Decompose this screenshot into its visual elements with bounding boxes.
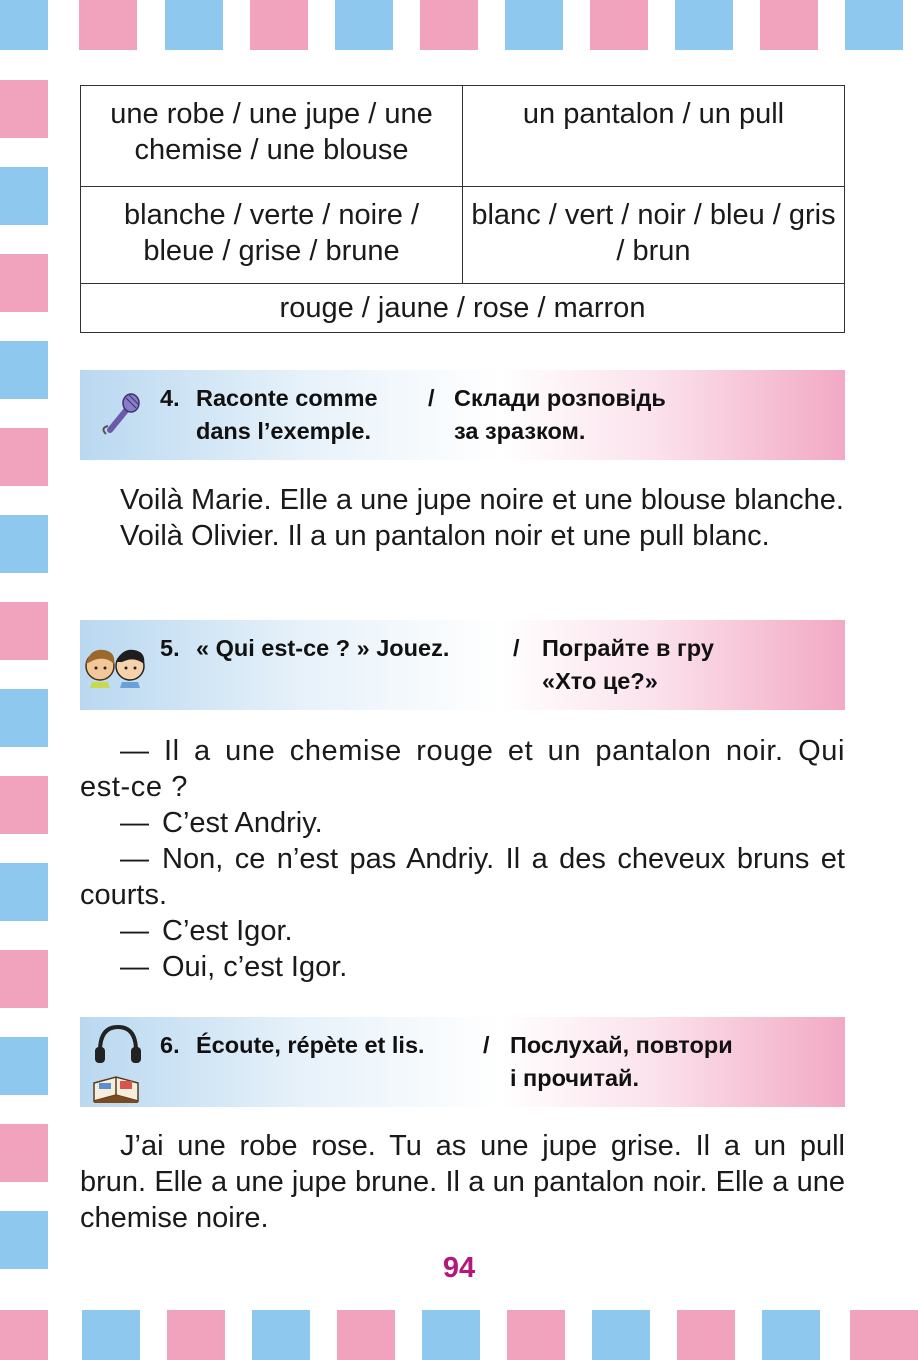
border-square <box>845 0 903 50</box>
dialogue-text: Oui, c’est Igor. <box>162 951 348 983</box>
title-separator: / <box>513 635 520 661</box>
border-square <box>0 254 48 312</box>
border-square <box>0 1037 48 1095</box>
exercise-number: 6. <box>160 1032 180 1058</box>
exercise-title-fr <box>196 382 378 448</box>
border-square <box>337 1310 395 1360</box>
dialogue-line <box>80 841 845 913</box>
border-square <box>850 1310 918 1360</box>
table-cell: blanc / vert / noir / bleu / gris / brun <box>463 187 845 284</box>
dialogue-line <box>80 805 845 841</box>
border-square <box>0 515 48 573</box>
border-square <box>592 1310 650 1360</box>
table-cell: un pantalon / un pull <box>463 86 845 187</box>
exercise-title-fr: « Qui est-ce ? » Jouez. <box>196 635 450 661</box>
dialogue-line: — Il a une chemise rouge et un pantalon noir. Qui est-ce ? <box>80 735 845 803</box>
border-square <box>762 1310 820 1360</box>
table-cell: rouge / jaune / rose / marron <box>81 284 845 333</box>
exercise-title-ua-line: Пограйте в гру <box>542 635 714 661</box>
border-square <box>0 1310 48 1360</box>
border-square <box>0 689 48 747</box>
exercise-title-ua-line: «Хто це?» <box>542 668 658 694</box>
dialogue-dash: — <box>120 951 149 983</box>
exercise-4-header <box>80 370 845 460</box>
vocabulary-table <box>80 85 845 333</box>
exercise-title-ua-line: Склади розповідь <box>454 385 666 411</box>
dialogue-text: C’est Igor. <box>162 915 293 947</box>
exercise-title-ua <box>542 632 714 698</box>
exercise-title-fr-line: dans l’exemple. <box>196 418 372 444</box>
border-square <box>0 341 48 399</box>
exercise-title-fr-line: Raconte comme <box>196 385 378 411</box>
exercise-title-ua-line: за зразком. <box>454 418 586 444</box>
exercise-title-ua-line: і прочитай. <box>510 1065 640 1091</box>
border-square <box>0 950 48 1008</box>
border-square <box>505 0 563 50</box>
border-square <box>82 1310 140 1360</box>
paragraph: Voilà Marie. Elle a une jupe noire et une blouse blanche. <box>120 484 844 516</box>
exercise-title-ua-line: Послухай, повтори <box>510 1032 733 1058</box>
border-square <box>420 0 478 50</box>
headphones-book-icon <box>90 1021 144 1112</box>
border-square <box>677 1310 735 1360</box>
title-separator: / <box>428 385 435 411</box>
dialogue-dash: — <box>120 843 149 875</box>
border-square <box>79 0 137 50</box>
exercise-title-ua <box>510 1029 733 1095</box>
table-row <box>81 187 845 284</box>
exercise-6-header <box>80 1017 845 1107</box>
border-square <box>0 167 48 225</box>
paragraph: Voilà Olivier. Il a un pantalon noir et une pull blanc. <box>120 520 770 552</box>
border-square <box>590 0 648 50</box>
dialogue-text: Non, ce n’est pas Andriy. Il a des cheveux bruns et courts. <box>80 843 845 911</box>
paragraph: J’ai une robe rose. Tu as une jupe grise. Il a un pull brun. Elle a une jupe brune. Il a un pantalon noir. Elle a une chemise noire. <box>80 1130 845 1234</box>
exercise-number: 4. <box>160 385 180 411</box>
table-cell: blanche / verte / noire / bleue / grise / brune <box>81 187 463 284</box>
border-square <box>0 863 48 921</box>
border-square <box>0 428 48 486</box>
border-square <box>507 1310 565 1360</box>
dialogue-dash: — <box>120 807 149 839</box>
exercise-5-dialogue <box>80 733 845 985</box>
exercise-4-text <box>80 482 845 554</box>
border-square <box>760 0 818 50</box>
border-square <box>0 0 48 50</box>
exercise-title-fr: Écoute, répète et lis. <box>196 1032 425 1058</box>
dialogue-line <box>80 949 845 985</box>
dialogue-line <box>80 913 845 949</box>
exercise-title-ua <box>454 382 666 448</box>
table-row <box>81 284 845 333</box>
table-cell: une robe / une jupe / une chemise / une blouse <box>81 86 463 187</box>
table-row <box>81 86 845 187</box>
border-square <box>0 1124 48 1182</box>
border-square <box>422 1310 480 1360</box>
dialogue-dash: — <box>120 915 149 947</box>
title-separator: / <box>483 1032 490 1058</box>
border-square <box>167 1310 225 1360</box>
page-number: 94 <box>442 1252 476 1284</box>
microphone-icon <box>98 392 144 449</box>
border-square <box>0 602 48 660</box>
border-square <box>252 1310 310 1360</box>
border-square <box>250 0 308 50</box>
border-square <box>165 0 223 50</box>
border-square <box>0 80 48 138</box>
border-square <box>0 776 48 834</box>
border-square <box>675 0 733 50</box>
border-square <box>335 0 393 50</box>
exercise-6-text <box>80 1128 845 1236</box>
exercise-number: 5. <box>160 635 180 661</box>
dialogue-text: C’est Andriy. <box>162 807 323 839</box>
exercise-5-header <box>80 620 845 710</box>
two-kids-talking-icon <box>82 644 148 697</box>
